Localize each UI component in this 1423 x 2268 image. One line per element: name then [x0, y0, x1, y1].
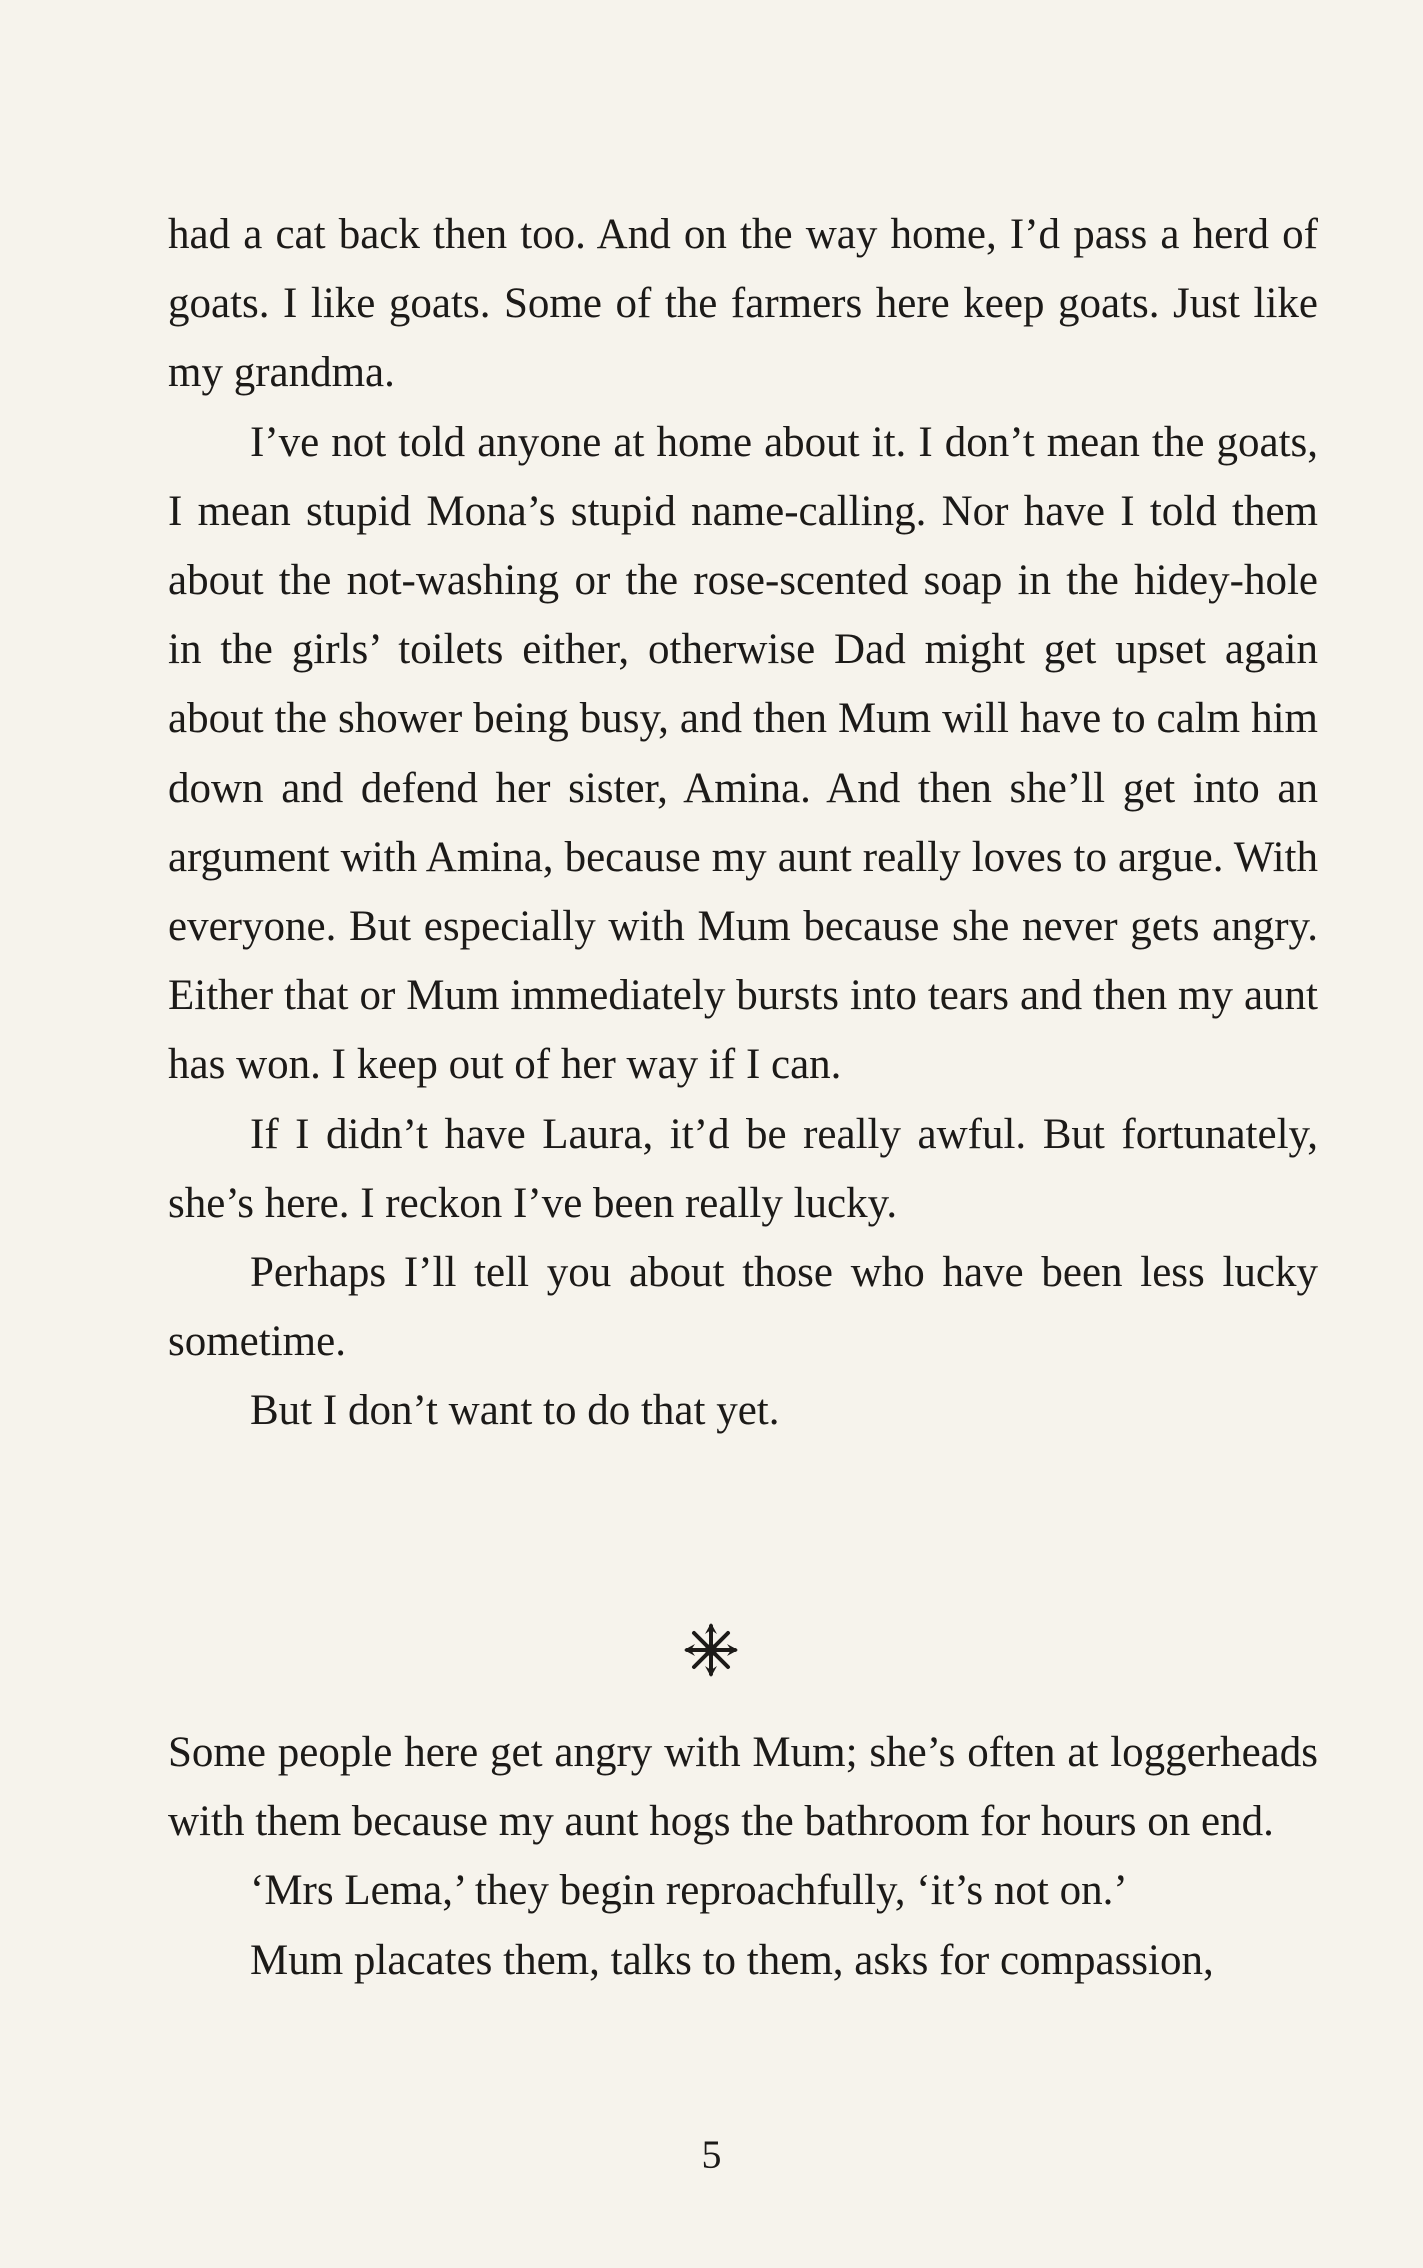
paragraph: I’ve not told anyone at home about it. I don’t mean the goats, I mean stupid Mona’s stupid name-calling. Nor have I told them about the not-washing or the rose-scented soap in the hidey-hole in the girls’ toilets either, otherwise Dad might get upset again about the shower being busy, and then Mum will have to calm him down and defend her sister, Amina. And then she’ll get into an argument with Amina, because my aunt really loves to argue. With everyone. But especially with Mum because she never gets angry. Either that or Mum immediately bursts into tears and then my aunt has won. I keep out of her way if I can.: [168, 418, 1318, 1089]
text-section-top: [168, 200, 1318, 1446]
paragraph: had a cat back then too. And on the way home, I’d pass a herd of goats. I like goats. Some of the farmers here keep goats. Just like my grandma.: [168, 211, 1318, 397]
text-section-bottom: [168, 1718, 1318, 1995]
paragraph: ‘Mrs Lema,’ they begin reproachfully, ‘it’s not on.’: [250, 1867, 1128, 1915]
paragraph: If I didn’t have Laura, it’d be really awful. But fortunately, she’s here. I reckon I’ve been really lucky.: [168, 1110, 1318, 1227]
paragraph: But I don’t want to do that yet.: [250, 1387, 780, 1435]
paragraph: Some people here get angry with Mum; she’s often at loggerheads with them because my aunt hogs the bathroom for hours on end.: [168, 1729, 1318, 1846]
paragraph: Mum placates them, talks to them, asks for compassion,: [250, 1936, 1214, 1984]
paragraph: Perhaps I’ll tell you about those who have been less lucky sometime.: [168, 1249, 1318, 1366]
snowflake-ornament-icon: [681, 1620, 741, 1680]
page-number: 5: [701, 2132, 722, 2177]
